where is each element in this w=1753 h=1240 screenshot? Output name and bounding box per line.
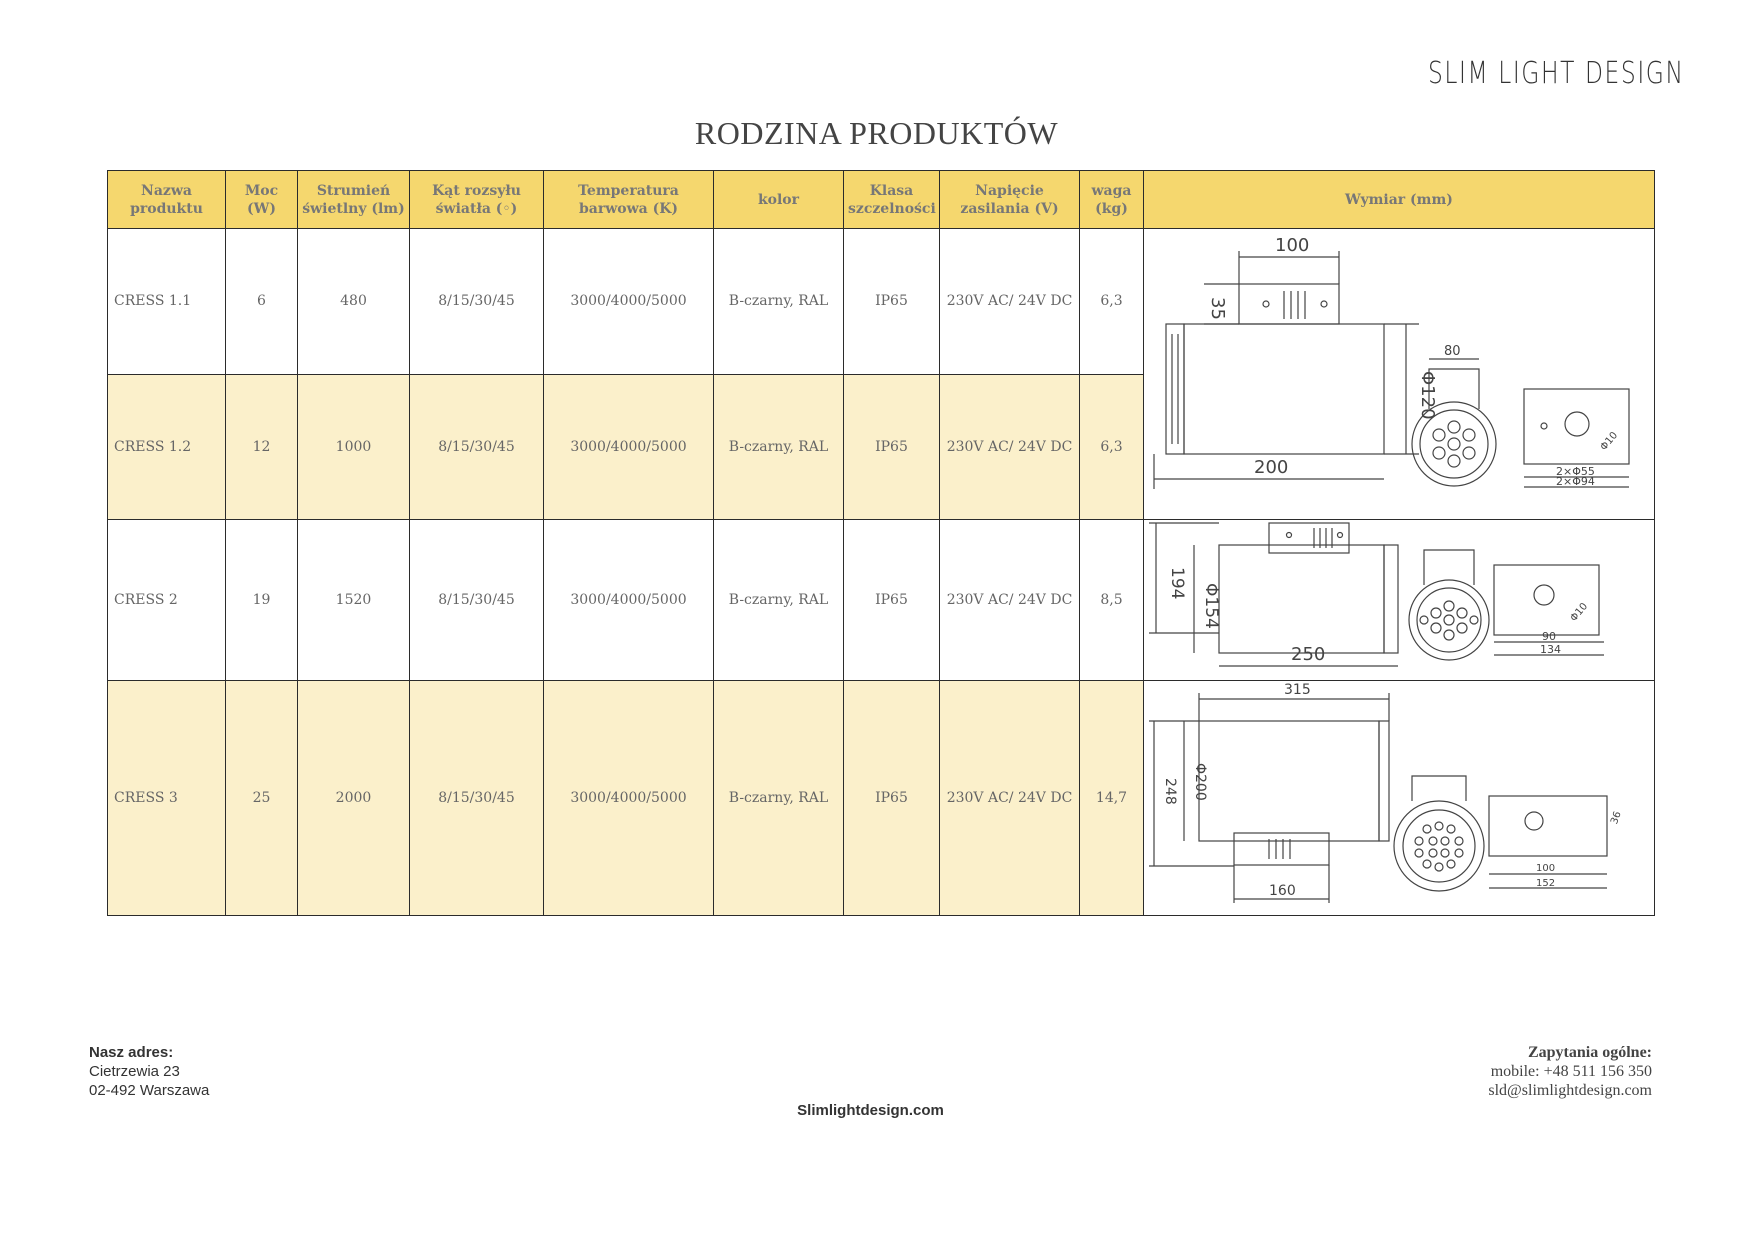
cell-weight: 6,3 — [1080, 229, 1144, 375]
table-row — [108, 681, 1655, 916]
dim-hole: Φ10 — [1598, 430, 1621, 453]
cell-power: 12 — [226, 374, 298, 520]
dim-width-1: 90 — [1542, 630, 1556, 643]
header-name: Nazwa produktu — [108, 171, 226, 229]
drawing-front-view — [1412, 402, 1496, 486]
cell-flux: 2000 — [298, 681, 410, 916]
brand-logo: SLIM LIGHT DESIGN — [1428, 56, 1685, 91]
cell-color: B-czarny, RAL — [714, 520, 844, 681]
cell-temp: 3000/4000/5000 — [544, 374, 714, 520]
dim-side: 35 — [1207, 297, 1228, 320]
drawing-mount-plate — [1489, 796, 1607, 856]
header-temp: Temperatura barwowa (K) — [544, 171, 714, 229]
cell-ip: IP65 — [844, 374, 940, 520]
drawing-bracket — [1239, 284, 1339, 324]
footer-website[interactable]: Slimlightdesign.com — [797, 1102, 944, 1119]
header-ip: Klasa szczelności — [844, 171, 940, 229]
dim-diameter: Φ154 — [1201, 583, 1221, 629]
dim-diameter: Φ200 — [1192, 763, 1208, 801]
cell-weight: 8,5 — [1080, 520, 1144, 681]
cell-flux: 1000 — [298, 374, 410, 520]
drawing-body — [1219, 545, 1384, 653]
footer-contact — [1488, 1043, 1652, 1100]
address-label: Nasz adres: — [89, 1044, 174, 1061]
dim-holes-2: 2×Φ94 — [1556, 475, 1595, 488]
cell-power: 25 — [226, 681, 298, 916]
header-dims: Wymiar (mm) — [1144, 171, 1655, 229]
cell-angle: 8/15/30/45 — [410, 681, 544, 916]
footer-address — [89, 1043, 209, 1100]
cell-ip: IP65 — [844, 229, 940, 375]
cell-color: B-czarny, RAL — [714, 374, 844, 520]
cell-voltage: 230V AC/ 24V DC — [940, 681, 1080, 916]
header-flux: Strumień świetlny (lm) — [298, 171, 410, 229]
cell-temp: 3000/4000/5000 — [544, 681, 714, 916]
cell-angle: 8/15/30/45 — [410, 520, 544, 681]
cell-angle: 8/15/30/45 — [410, 229, 544, 375]
dim-width-2: 134 — [1540, 643, 1561, 656]
contact-label: Zapytania ogólne: — [1527, 1044, 1652, 1061]
table-row — [108, 229, 1655, 375]
dim-length: 200 — [1254, 457, 1289, 478]
dim-top: 100 — [1275, 235, 1310, 256]
cell-voltage: 230V AC/ 24V DC — [940, 229, 1080, 375]
drawing-front-view — [1394, 801, 1484, 891]
dimension-drawing-cress-2 — [1144, 520, 1655, 681]
drawing-body — [1199, 721, 1379, 841]
dim-length: 160 — [1269, 883, 1296, 899]
cell-angle: 8/15/30/45 — [410, 374, 544, 520]
address-city: 02-492 Warszawa — [89, 1082, 210, 1099]
drawing-mount-plate — [1524, 389, 1629, 464]
dim-top: 315 — [1284, 682, 1311, 698]
dimension-drawing-cress-3 — [1144, 681, 1655, 916]
table-row — [108, 520, 1655, 681]
dim-holes-1: 2×Φ55 — [1556, 465, 1595, 478]
header-weight: waga (kg) — [1080, 171, 1144, 229]
cell-voltage: 230V AC/ 24V DC — [940, 520, 1080, 681]
cell-color: B-czarny, RAL — [714, 681, 844, 916]
cell-power: 6 — [226, 229, 298, 375]
cell-flux: 1520 — [298, 520, 410, 681]
header-power: Moc (W) — [226, 171, 298, 229]
dim-height: 248 — [1162, 778, 1178, 805]
cell-power: 19 — [226, 520, 298, 681]
cell-flux: 480 — [298, 229, 410, 375]
contact-email[interactable]: sld@slimlightdesign.com — [1488, 1082, 1652, 1099]
dim-diameter: Φ120 — [1417, 371, 1438, 420]
cell-ip: IP65 — [844, 681, 940, 916]
header-angle: Kąt rozsyłu światła (◦) — [410, 171, 544, 229]
drawing-lens-rim — [1166, 324, 1184, 454]
table-header-row — [108, 171, 1655, 229]
cell-voltage: 230V AC/ 24V DC — [940, 374, 1080, 520]
cell-name: CRESS 2 — [108, 520, 226, 681]
cell-name: CRESS 1.1 — [108, 229, 226, 375]
drawing-bracket — [1269, 523, 1349, 553]
cell-weight: 14,7 — [1080, 681, 1144, 916]
cell-temp: 3000/4000/5000 — [544, 229, 714, 375]
dim-side: 36 — [1609, 810, 1624, 826]
header-color: kolor — [714, 171, 844, 229]
dim-length: 250 — [1291, 644, 1326, 665]
cell-weight: 6,3 — [1080, 374, 1144, 520]
dim-hole: Φ10 — [1568, 601, 1591, 624]
drawing-bracket — [1234, 833, 1329, 865]
cell-temp: 3000/4000/5000 — [544, 520, 714, 681]
cell-ip: IP65 — [844, 520, 940, 681]
dim-width-1: 100 — [1536, 863, 1556, 874]
dim-width-2: 152 — [1536, 878, 1556, 889]
dim-height: 194 — [1167, 567, 1187, 600]
drawing-mount-plate — [1494, 565, 1599, 635]
cell-color: B-czarny, RAL — [714, 229, 844, 375]
address-street: Cietrzewia 23 — [89, 1063, 180, 1080]
header-voltage: Napięcie zasilania (V) — [940, 171, 1080, 229]
drawing-front-view — [1409, 580, 1489, 660]
cell-name: CRESS 1.2 — [108, 374, 226, 520]
dim-front: 80 — [1444, 344, 1461, 359]
cell-name: CRESS 3 — [108, 681, 226, 916]
product-table — [107, 170, 1655, 916]
drawing-body — [1184, 324, 1384, 454]
page-title: RODZINA PRODUKTÓW — [694, 115, 1059, 151]
dimension-drawing-cress-1 — [1144, 229, 1655, 520]
contact-mobile[interactable]: mobile: +48 511 156 350 — [1490, 1063, 1652, 1080]
